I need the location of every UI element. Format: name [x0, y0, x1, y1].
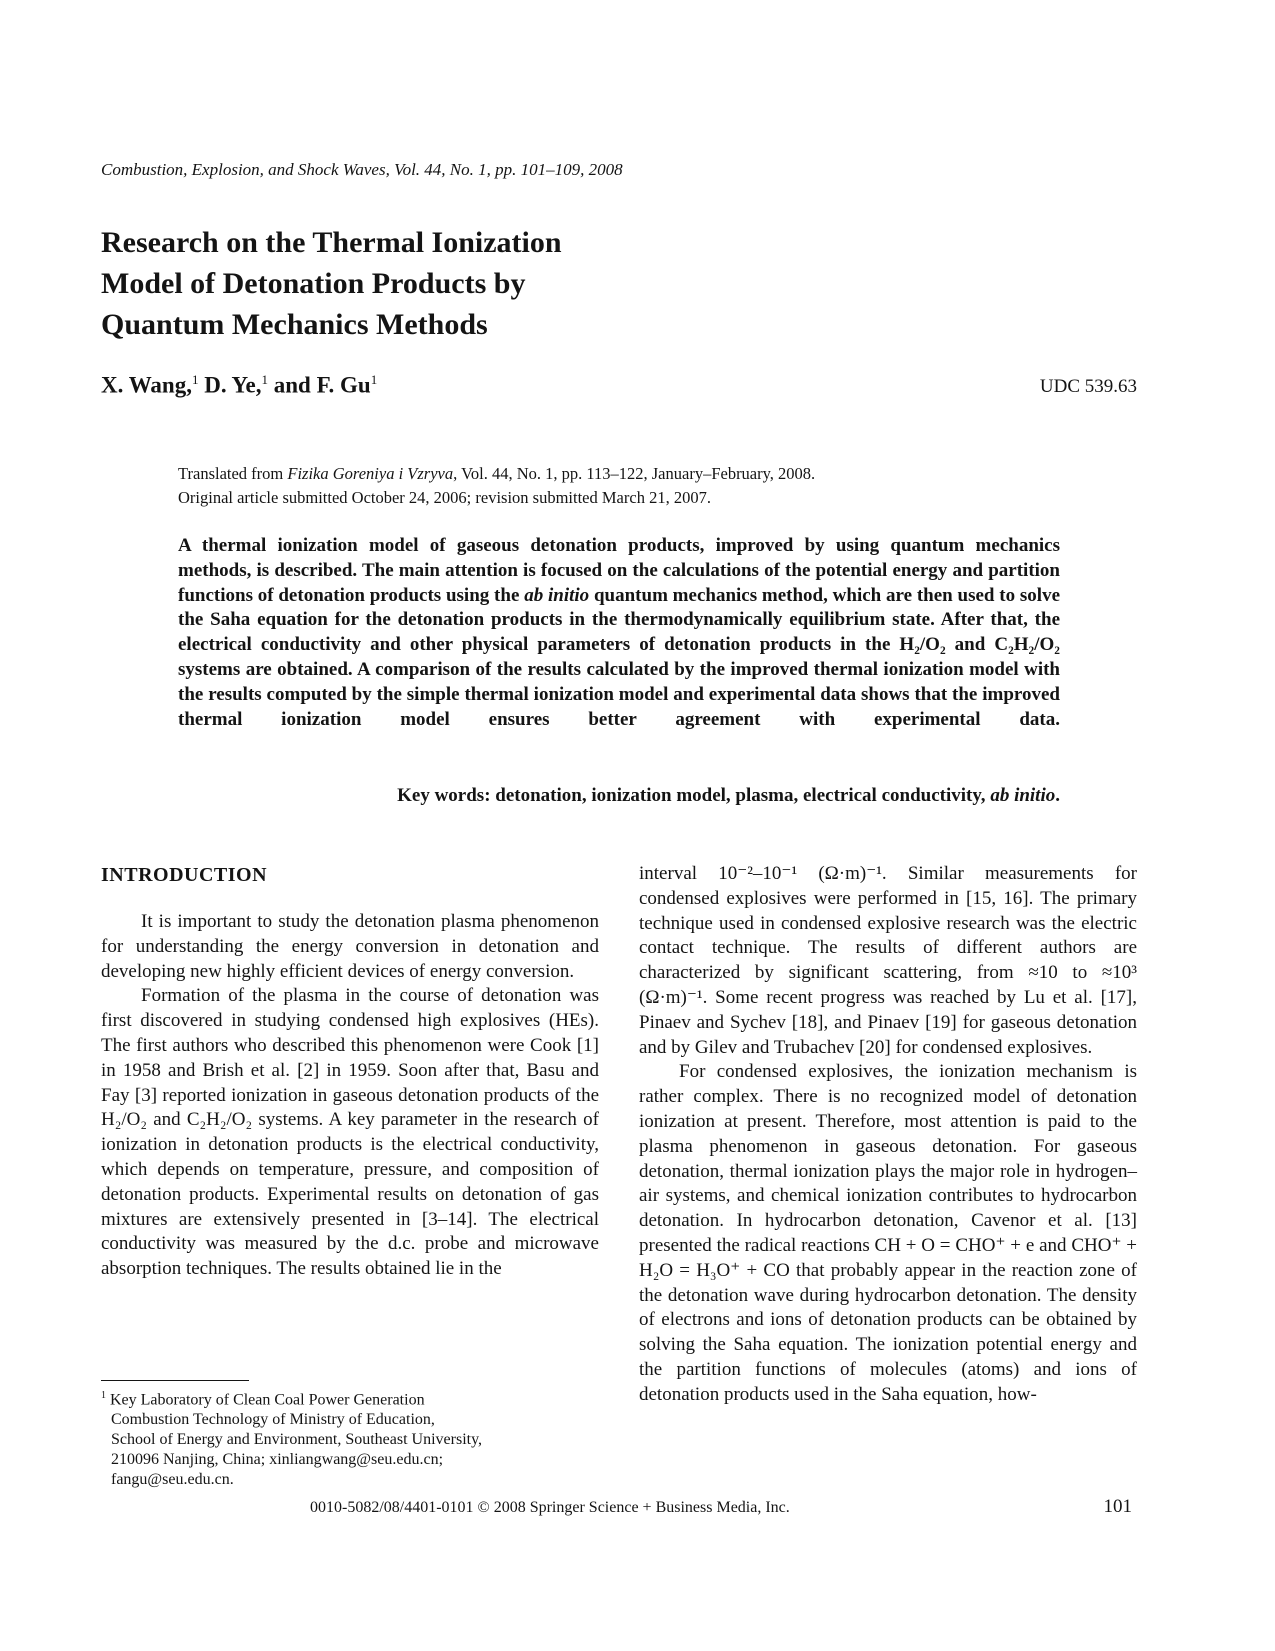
author-name: X. Wang,	[101, 372, 192, 398]
paragraph: For condensed explosives, the ionization mechanism is rather complex. There is no recognized model of detonation ionization at present. Therefore, most attention is paid to the plasma phenomenon in gaseous detonation. For gaseous detonation, thermal ionization plays the major role in hydrogen–air systems, and chemical ionization contributes to hydrocarbon detonation. In hydrocarbon detonation, Cavenor et al. [13] presented the radical reactions CH + O = CHO⁺ + e and CHO⁺ + H₂O = H₃O⁺ + CO that probably appear in the reaction zone of the detonation wave during hydrocarbon detonation. The density of electrons and ions of detonation products can be obtained by solving the Saha equation. The ionization potential energy and the partition functions of molecules (atoms) and ions of detonation products used in the Saha equation, how-	[639, 1061, 1137, 1405]
title-line: Model of Detonation Products by	[101, 267, 526, 300]
journal-citation: Combustion, Explosion, and Shock Waves, Vol. 44, No. 1, pp. 101–109, 2008	[101, 160, 623, 179]
paragraph: Formation of the plasma in the course of detonation was first discovered in studying condensed high explosives (HEs). The first authors who described this phenomenon were Cook [1] in 1958 and Brish et al. [2] in 1959. Soon after that, Basu and Fay [3] reported ionization in gaseous detonation products of the H₂/O₂ and C₂H₂/O₂ systems. A key parameter in the research of ionization in detonation products is the electrical conductivity, which depends on temperature, pressure, and composition of detonation products. Experimental results on detonation of gas mixtures are extensively presented in [3–14]. The electrical conductivity was measured by the d.c. probe and microwave absorption techniques. The results obtained lie in the	[101, 985, 599, 1280]
copyright-line: 0010-5082/08/4401-0101 © 2008 Springer Science + Business Media, Inc.	[310, 1499, 790, 1516]
paper-title	[101, 222, 721, 345]
abstract-italic: ab initio	[524, 584, 590, 606]
author-name: and F. Gu	[273, 372, 371, 398]
footnote-line: School of Energy and Environment, Southeast University,	[111, 1431, 483, 1449]
footnote-line: $^1$ Key Laboratory of Clean Coal Power Generation	[101, 1390, 425, 1409]
paragraph: It is important to study the detonation plasma phenomenon for understanding the energy conversion in detonation and developing new highly efficient devices of energy conversion.	[101, 911, 599, 982]
affiliation-mark: 1	[370, 372, 378, 387]
footnote-mark: 1	[101, 1390, 106, 1401]
abstract: A thermal ionization model of gaseous detonation products, improved by using quantum mechanics methods, is described. The main attention is focused on the calculations of the potential energy and partition functions of detonation products using the ab initio quantum mechanics method, which are then used to solve the Saha equation for the detonation products in the thermodynamically equilibrium state. After that, the electrical conductivity and other physical parameters of detonation products in the H₂/O₂ and C₂H₂/O₂ systems are obtained. A comparison of the results calculated by the improved thermal ionization model with the results computed by the simple thermal ionization model and experimental data shows that the improved thermal ionization model ensures better agreement with experimental data.	[178, 535, 1061, 730]
affiliation-mark: 1	[191, 372, 199, 387]
title-line: Quantum Mechanics Methods	[101, 308, 488, 341]
translation-note	[178, 462, 1078, 510]
page-number: 101	[1103, 1496, 1132, 1517]
submission-dates: Original article submitted October 24, 2006; revision submitted March 21, 2007.	[178, 488, 711, 507]
section-heading: INTRODUCTION	[101, 864, 268, 886]
footnote-rule	[101, 1380, 249, 1381]
udc-code: UDC 539.63	[1039, 376, 1137, 397]
footnote-line: fangu@seu.edu.cn.	[111, 1471, 234, 1489]
footnote-line: 210096 Nanjing, China; xinliangwang@seu.edu.cn;	[111, 1451, 444, 1469]
keywords: Key words: detonation, ionization model, plasma, electrical conductivity, ab initio.	[397, 785, 1060, 806]
source-journal: Fizika Goreniya i Vzryva	[287, 464, 454, 483]
paragraph: interval 10⁻²–10⁻¹ (Ω·m)⁻¹. Similar measurements for condensed explosives were performed in [15, 16]. The primary technique used in condensed explosive research was the electric contact technique. The results of different authors are characterized by significant scattering, from ≈10 to ≈10³ (Ω·m)⁻¹. Some recent progress was reached by Lu et al. [17], Pinaev and Sychev [18], and Pinaev [19] for gaseous detonation and by Gilev and Trubachev [20] for condensed explosives.	[639, 863, 1137, 1058]
title-line: Research on the Thermal Ionization	[101, 226, 562, 259]
affiliation-mark: 1	[261, 372, 268, 387]
left-column	[101, 910, 599, 1282]
right-column	[639, 862, 1137, 1408]
translation-source: Translated from Fizika Goreniya i Vzryva, Vol. 44, No. 1, pp. 113–122, January–February, 2008.	[178, 464, 816, 483]
author-name: D. Ye,	[204, 372, 262, 398]
footnote	[101, 1386, 601, 1490]
author-list	[101, 372, 377, 399]
footnote-line: Combustion Technology of Ministry of Education,	[111, 1411, 435, 1429]
